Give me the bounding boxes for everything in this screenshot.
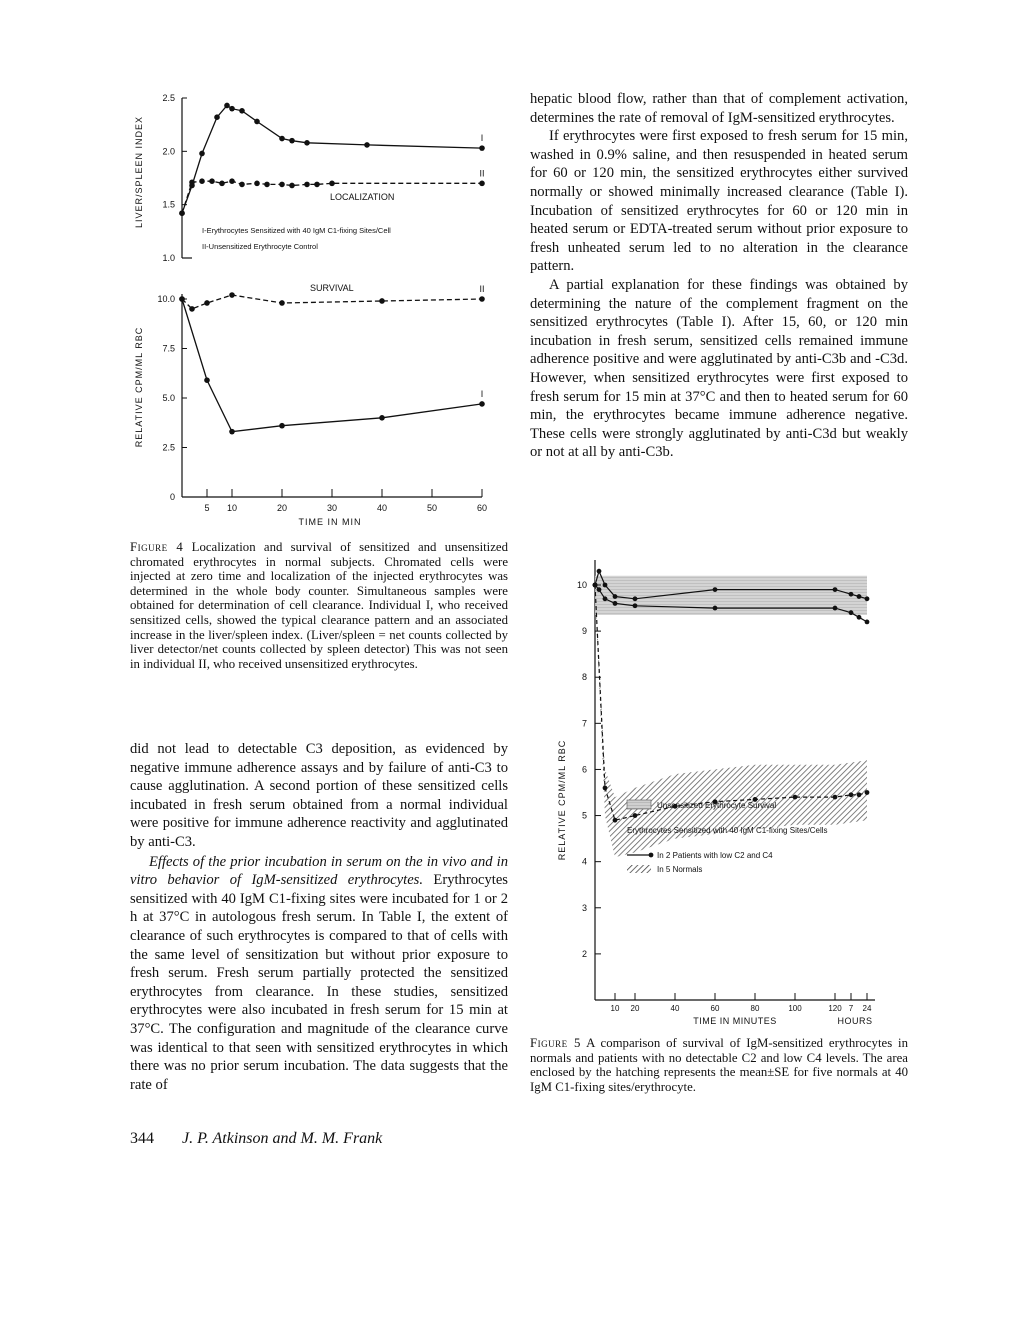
fig4-top-point-I (479, 145, 485, 151)
fig4-xtick-label: 60 (476, 503, 488, 513)
fig4-bottom-ytick-label: 7.5 (162, 343, 175, 354)
fig4-top-ytick-label: 2.0 (162, 146, 175, 157)
fig5-point-2 (865, 790, 870, 795)
fig4-top-point-II (289, 183, 295, 189)
fig4-top-point-II (219, 181, 225, 187)
fig4-bottom-point-II (279, 300, 285, 306)
fig4-bottom-point-II (479, 296, 485, 302)
fig5-point-0 (603, 583, 608, 588)
fig4-bottom-ytick-label: 10.0 (157, 294, 175, 304)
fig4-bottom-panel-title: SURVIVAL (310, 283, 354, 293)
fig4-top-point-II (189, 179, 195, 185)
fig5-point-0 (857, 594, 862, 599)
fig4-top-point-II (329, 181, 335, 187)
fig4-bottom-point-I (379, 415, 385, 421)
fig5-ytick-label: 6 (581, 764, 587, 775)
fig5-point-2 (849, 792, 854, 797)
fig4-bottom-point-I (279, 423, 285, 429)
fig4-top-point-I (254, 119, 260, 125)
fig5-point-1 (603, 596, 608, 601)
fig5-legend-hatched-swatch (627, 865, 651, 873)
fig5-point-2 (633, 813, 638, 818)
fig5-xlabel-minutes: TIME IN MINUTES (693, 1016, 777, 1026)
fig5-xtick-label: 10 (610, 1004, 620, 1013)
fig5-ytick-label: 10 (576, 580, 587, 590)
figure-5-caption (530, 1036, 908, 1094)
fig4-xtick-label: 10 (226, 503, 238, 513)
fig4-top-point-II (209, 178, 215, 184)
fig4-top-ytick-label: 2.5 (162, 93, 175, 103)
left-column-body (130, 740, 508, 1094)
fig5-point-0 (597, 569, 602, 574)
fig5-point-1 (849, 610, 854, 615)
fig5-xtick-label: 40 (670, 1004, 680, 1013)
fig5-unsensitized-band (595, 576, 867, 615)
fig5-point-1 (613, 601, 618, 606)
fig4-bottom-point-II (179, 296, 185, 302)
fig4-top-point-I (239, 108, 245, 114)
fig4-bottom-point-II (379, 298, 385, 304)
figure-4-caption-label: Figure 4 (130, 540, 184, 554)
fig4-top-point-II (264, 182, 270, 188)
fig5-point-1 (597, 587, 602, 592)
fig4-top-point-II (314, 182, 320, 188)
fig5-ytick-label: 7 (581, 718, 587, 729)
fig4-bottom-point-II (229, 292, 235, 298)
left-paragraph-1: did not lead to detectable C3 deposition, as evidenced by negative immune adherence assays and by failure of anti-C3 to cause agglutination. A second portion of these sensitized cells incubated in fresh serum obtained from a normal individual were positive for immune adherence reactivity and agglutinated by anti-C3. (130, 741, 508, 850)
fig4-top-point-II (239, 182, 245, 188)
fig4-bottom-series-label-I: I (480, 388, 484, 399)
page-footer (130, 1130, 382, 1148)
fig4-top-point-I (279, 136, 285, 142)
figure-5-caption-text: A comparison of survival of IgM-sensitized erythrocytes in normals and patients with no detectable C2 and low C4 levels. The area enclosed by the hatching represents the mean±SE for five normals at 40 IgM C1-fixing sites/erythrocyte. (530, 1036, 909, 1094)
fig4-bottom-point-I (479, 401, 485, 407)
figure-4-caption (130, 540, 508, 671)
fig4-bottom-point-I (204, 377, 210, 383)
right-paragraph-2: If erythrocytes were first exposed to fresh serum for 15 min, washed in 0.9% saline, and then resuspended in heated serum for 60 or 120 min, the sensitized erythrocytes either survived normally or showed minimally increased clearance (Table I). Incubation of sensitized erythrocytes for 60 or 120 min in heated serum or EDTA-treated serum without prior exposure to fresh unheated serum led to no alteration in the clearance pattern. (530, 128, 908, 275)
figure-4-caption-text: Localization and survival of sensitized and unsensitized chromated erythrocytes in normal subjects. Chromated cells were injected at zero time and localization of the injected erythrocytes was determined in the whole body counter. Simultaneous samples were obtained for determination of cell clearance. Individual I, who received sensitized cells, showed the typical clearance pattern and an associated increase in the liver/spleen index. (Liver/spleen = net counts collected by liver detector/net counts collected by spleen detector) This was not seen in individual II, who received unsensitized erythrocytes. (130, 540, 508, 671)
fig5-xtick-label: 20 (630, 1004, 640, 1013)
fig4-xtick-label: 20 (276, 503, 288, 513)
fig5-legend-hatched-label: In 5 Normals (657, 865, 703, 874)
right-paragraph-3: A partial explanation for these findings was obtained by determining the nature of the complement fragment on the sensitized erythrocytes (Table I). After 15, 60, or 120 min incubation in fresh serum, sensitized cells remained immune adherence positive and were agglutinated by anti-C3b and -C3d. However, when sensitized erythrocytes were first exposed to fresh serum for 15 min at 37°C and then to heated serum for 60 min, the erythrocytes became immune adherence negative. These cells were strongly agglutinated by anti-C3d but weakly or not at all by anti-C3b. (530, 276, 908, 461)
figure-5-chart (545, 550, 895, 1030)
fig5-point-0 (613, 594, 618, 599)
fig5-legend-heading: Erythrocytes Sensitized with 40 IgM C1-fixing Sites/Cells (627, 826, 828, 835)
fig5-ytick-label: 3 (581, 902, 587, 913)
fig4-bottom-line-II (182, 295, 482, 309)
fig5-ytick-label: 8 (581, 672, 587, 683)
fig5-point-1 (833, 606, 838, 611)
fig5-point-2 (593, 583, 598, 588)
fig4-bottom-point-I (229, 429, 235, 435)
fig4-top-point-II (229, 178, 235, 184)
fig4-top-point-I (289, 138, 295, 144)
fig4-top-point-II (254, 181, 260, 187)
fig4-legend-I: I-Erythrocytes Sensitized with 40 IgM C1-fixing Sites/Cell (202, 226, 391, 235)
figure-4-chart (130, 82, 500, 530)
fig4-legend-II: II-Unsensitized Erythrocyte Control (202, 242, 318, 251)
fig4-bottom-series-label-II: II (479, 284, 485, 294)
fig4-bottom-line-I (182, 299, 482, 432)
section-heading-incubation: Effects of the prior incubation in serum on the in vivo and in vitro behavior of IgM-sensitized erythrocytes. (130, 853, 508, 889)
fig5-point-2 (833, 795, 838, 800)
page-number: 344 (130, 1130, 154, 1147)
fig5-point-2 (613, 818, 618, 823)
fig4-top-point-II (279, 182, 285, 188)
fig5-xtick-label: 100 (788, 1004, 802, 1013)
fig4-top-point-II (179, 210, 185, 216)
fig4-top-point-I (199, 151, 205, 157)
fig4-top-series-label-II: II (479, 168, 485, 179)
fig5-legend-line-marker (649, 853, 654, 858)
fig5-legend-line-label: In 2 Patients with low C2 and C4 (657, 851, 773, 860)
fig4-xtick-label: 40 (376, 503, 388, 513)
left-paragraph-2-text: Erythrocytes sensitized with 40 IgM C1-fixing sites were incubated for 1 or 2 h at 37°C in autologous fresh serum. In Table I, the extent of clearance of such erythrocytes is compared to that of cells with the same level of sensitization but without prior exposure to fresh serum. Fresh serum partially protected the sensitized erythrocytes from clearance. In these studies, sensitized erythrocytes were also incubated in fresh serum for 15 min at 37°C. The configuration and magnitude of the clearance curve was identical to that seen with sensitized erythrocytes in which there was no prior serum incubation. The data suggests that the rate of (130, 872, 508, 1093)
fig5-point-0 (713, 587, 718, 592)
fig5-point-2 (857, 792, 862, 797)
fig5-ytick-label: 5 (581, 810, 587, 821)
fig4-top-point-I (304, 140, 310, 146)
fig5-point-1 (857, 615, 862, 620)
fig4-bottom-ytick-label: 0 (169, 492, 175, 502)
fig5-ytick-label: 4 (581, 856, 587, 867)
fig4-bottom-ytick-label: 5.0 (162, 393, 175, 403)
fig5-legend-shaded-swatch (627, 800, 651, 809)
fig4-top-point-II (199, 178, 205, 184)
fig4-xtick-label: 30 (326, 503, 338, 513)
fig4-xtick-label: 50 (426, 503, 438, 513)
fig4-top-ytick-label: 1.5 (162, 199, 175, 210)
fig5-xtick-label: 80 (750, 1004, 760, 1013)
fig4-top-point-II (304, 182, 310, 188)
fig4-bottom-ytick-label: 2.5 (162, 442, 175, 453)
fig5-xtick-label: 120 (828, 1004, 842, 1013)
right-paragraph-1: hepatic blood flow, rather than that of complement activation, determines the rate of removal of IgM-sensitized erythrocytes. (530, 91, 908, 126)
fig5-xtick-label: 60 (710, 1004, 720, 1013)
fig4-top-point-I (364, 142, 370, 148)
fig4-top-ylabel: LIVER/SPLEEN INDEX (134, 115, 144, 229)
fig5-point-0 (633, 596, 638, 601)
fig5-ytick-label: 9 (581, 626, 587, 637)
fig4-top-panel-title: LOCALIZATION (330, 192, 395, 202)
running-authors: J. P. Atkinson and M. M. Frank (182, 1130, 383, 1147)
fig5-point-1 (713, 606, 718, 611)
fig5-ytick-label: 2 (581, 948, 587, 959)
fig4-bottom-ylabel: RELATIVE CPM/ML RBC (134, 326, 144, 448)
fig4-top-ytick-label: 1.0 (162, 253, 175, 263)
fig5-point-1 (865, 619, 870, 624)
fig4-top-series-label-I: I (480, 133, 484, 144)
fig5-point-2 (793, 795, 798, 800)
fig4-xtick-label: 5 (204, 503, 210, 513)
fig4-bottom-point-II (204, 300, 210, 306)
fig5-point-0 (865, 596, 870, 601)
fig5-point-1 (633, 603, 638, 608)
right-column-body (530, 90, 908, 462)
fig5-point-0 (833, 587, 838, 592)
fig5-xlabel-hours: HOURS (837, 1016, 873, 1026)
fig5-xtick-label: 7 (848, 1004, 854, 1013)
fig5-point-0 (849, 592, 854, 597)
fig4-top-point-II (479, 181, 485, 187)
fig5-legend-shaded-label: Unsensitized Erythrocyte Survival (657, 801, 777, 810)
fig5-xtick-label: 24 (862, 1004, 872, 1013)
fig4-top-point-I (214, 114, 220, 120)
fig4-top-point-I (229, 106, 235, 112)
fig4-bottom-point-II (189, 306, 195, 312)
figure-5-caption-label: Figure 5 (530, 1036, 581, 1050)
fig4-xlabel: TIME IN MIN (298, 517, 362, 527)
fig4-top-point-I (224, 103, 230, 109)
left-paragraph-2 (130, 853, 508, 1095)
fig5-point-2 (603, 785, 608, 790)
fig5-ylabel: RELATIVE CPM/ML RBC (557, 739, 567, 861)
